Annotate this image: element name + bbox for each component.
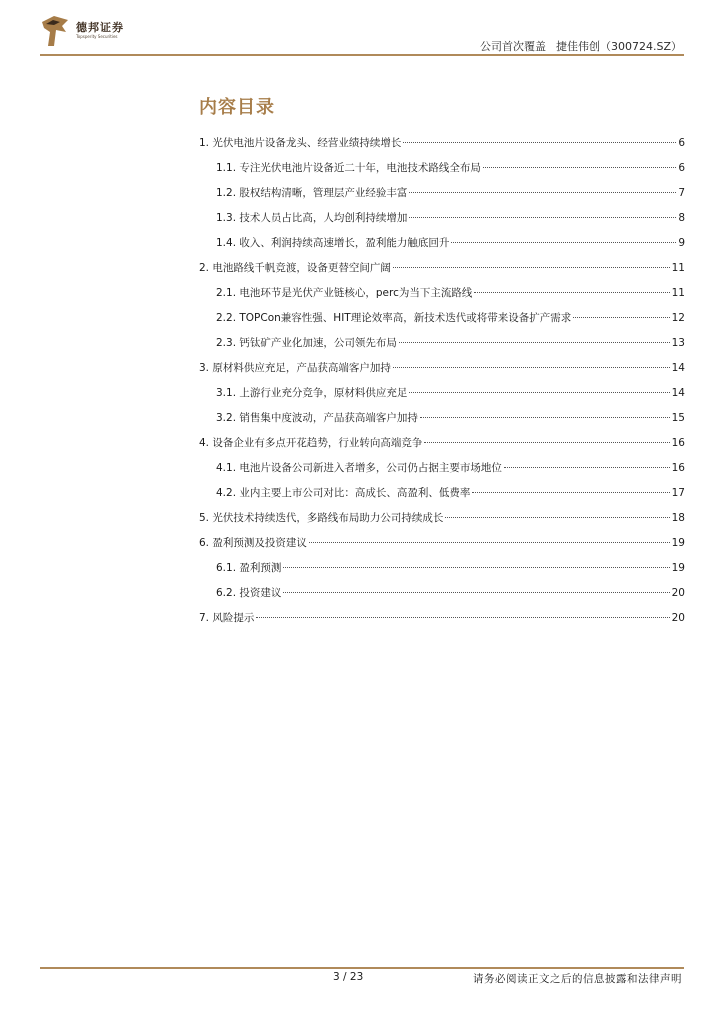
- toc-entry-text: 2.3. 钙钛矿产业化加速，公司领先布局: [216, 337, 397, 349]
- toc-leader-dots: [256, 617, 669, 618]
- toc-entry[interactable]: [199, 186, 685, 211]
- toc-entry-text: 4.2. 业内主要上市公司对比：高成长、高盈利、低费率: [216, 487, 471, 499]
- toc-entry-page: 6: [678, 162, 685, 174]
- toc-entry-text: 4.1. 电池片设备公司新进入者增多，公司仍占据主要市场地位: [216, 462, 502, 474]
- toc-entry-text: 3. 原材料供应充足，产品获高端客户加持: [199, 362, 391, 374]
- toc-entry[interactable]: [199, 561, 685, 586]
- logo-name-cn: 德邦证券: [76, 21, 124, 34]
- toc-entry[interactable]: [199, 386, 685, 411]
- logo-mark-icon: [40, 14, 70, 48]
- toc-entry-text: 7. 风险提示: [199, 612, 255, 624]
- toc-entry-text: 5. 光伏技术持续迭代，多路线布局助力公司持续成长: [199, 512, 444, 524]
- report-type: 公司首次覆盖: [479, 40, 546, 53]
- toc-leader-dots: [409, 392, 669, 393]
- toc-entry-text: 2. 电池路线千帆竞渡，设备更替空间广阔: [199, 262, 391, 274]
- toc-entry[interactable]: [199, 461, 685, 486]
- toc-entry-page: 14: [671, 387, 685, 399]
- toc-entry-page: 7: [678, 187, 685, 199]
- company-logo: [40, 14, 150, 48]
- toc-entry[interactable]: [199, 536, 685, 561]
- toc-entry[interactable]: [199, 486, 685, 511]
- logo-name-en: Topsperity Securities: [76, 34, 118, 39]
- toc-entry[interactable]: [199, 511, 685, 536]
- toc-entry[interactable]: [199, 261, 685, 286]
- toc-entry-page: 19: [671, 537, 685, 549]
- toc-entry[interactable]: [199, 411, 685, 436]
- toc-leader-dots: [573, 317, 669, 318]
- toc-entry-page: 6: [678, 137, 685, 149]
- toc-leader-dots: [283, 567, 669, 568]
- legal-disclaimer: 请务必阅读正文之后的信息披露和法律声明: [473, 973, 682, 985]
- toc-entry-text: 6. 盈利预测及投资建议: [199, 537, 307, 549]
- toc-entry[interactable]: [199, 136, 685, 161]
- toc-entry-page: 11: [671, 287, 685, 299]
- toc-entry[interactable]: [199, 586, 685, 611]
- toc-leader-dots: [474, 292, 669, 293]
- toc-entry-text: 6.2. 投资建议: [216, 587, 282, 599]
- footer-divider: [40, 967, 684, 969]
- toc-entry-text: 1.4. 收入、利润持续高速增长，盈利能力触底回升: [216, 237, 450, 249]
- toc-leader-dots: [504, 467, 670, 468]
- toc-leader-dots: [283, 592, 669, 593]
- toc-entry-page: 18: [671, 512, 685, 524]
- toc-entry-text: 6.1. 盈利预测: [216, 562, 282, 574]
- toc-entry-page: 9: [678, 237, 685, 249]
- toc-entry-page: 20: [671, 587, 685, 599]
- toc-entry-page: 14: [671, 362, 685, 374]
- header-divider: [40, 54, 684, 56]
- toc-leader-dots: [399, 342, 670, 343]
- table-of-contents: [199, 136, 685, 636]
- toc-entry-page: 16: [671, 462, 685, 474]
- toc-entry[interactable]: [199, 311, 685, 336]
- toc-entry-text: 3.2. 销售集中度波动，产品获高端客户加持: [216, 412, 418, 424]
- toc-leader-dots: [409, 192, 676, 193]
- toc-entry[interactable]: [199, 161, 685, 186]
- toc-title: 内容目录: [199, 97, 275, 118]
- toc-entry-page: 15: [671, 412, 685, 424]
- toc-entry[interactable]: [199, 361, 685, 386]
- toc-entry-text: 1.3. 技术人员占比高，人均创利持续增加: [216, 212, 408, 224]
- page-indicator: 3 / 23: [333, 971, 364, 983]
- toc-entry[interactable]: [199, 236, 685, 261]
- toc-entry-page: 20: [671, 612, 685, 624]
- toc-leader-dots: [403, 142, 676, 143]
- toc-leader-dots: [451, 242, 676, 243]
- toc-entry-page: 16: [671, 437, 685, 449]
- toc-entry-text: 1.2. 股权结构清晰，管理层产业经验丰富: [216, 187, 408, 199]
- toc-entry[interactable]: [199, 336, 685, 361]
- toc-entry-page: 17: [671, 487, 685, 499]
- toc-entry[interactable]: [199, 436, 685, 461]
- toc-leader-dots: [420, 417, 670, 418]
- toc-leader-dots: [445, 517, 669, 518]
- toc-entry-page: 13: [671, 337, 685, 349]
- toc-entry[interactable]: [199, 286, 685, 311]
- toc-leader-dots: [393, 367, 670, 368]
- toc-entry[interactable]: [199, 611, 685, 636]
- toc-leader-dots: [409, 217, 676, 218]
- toc-entry-text: 1. 光伏电池片设备龙头、经营业绩持续增长: [199, 137, 402, 149]
- toc-leader-dots: [393, 267, 670, 268]
- toc-entry-page: 12: [671, 312, 685, 324]
- toc-entry-text: 3.1. 上游行业充分竞争，原材料供应充足: [216, 387, 408, 399]
- toc-entry-page: 19: [671, 562, 685, 574]
- toc-entry-text: 1.1. 专注光伏电池片设备近二十年，电池技术路线全布局: [216, 162, 481, 174]
- toc-entry-text: 4. 设备企业有多点开花趋势，行业转向高端竞争: [199, 437, 423, 449]
- company-ticker: 捷佳伟创（300724.SZ）: [555, 40, 682, 53]
- toc-entry-text: 2.2. TOPCon兼容性强、HIT理论效率高，新技术迭代或将带来设备扩产需求: [216, 312, 572, 324]
- toc-entry[interactable]: [199, 211, 685, 236]
- header-info: [480, 38, 682, 54]
- toc-entry-text: 2.1. 电池环节是光伏产业链核心，perc为当下主流路线: [216, 287, 473, 299]
- toc-leader-dots: [424, 442, 669, 443]
- toc-entry-page: 11: [671, 262, 685, 274]
- toc-leader-dots: [309, 542, 670, 543]
- toc-entry-page: 8: [678, 212, 685, 224]
- toc-leader-dots: [472, 492, 669, 493]
- toc-leader-dots: [483, 167, 676, 168]
